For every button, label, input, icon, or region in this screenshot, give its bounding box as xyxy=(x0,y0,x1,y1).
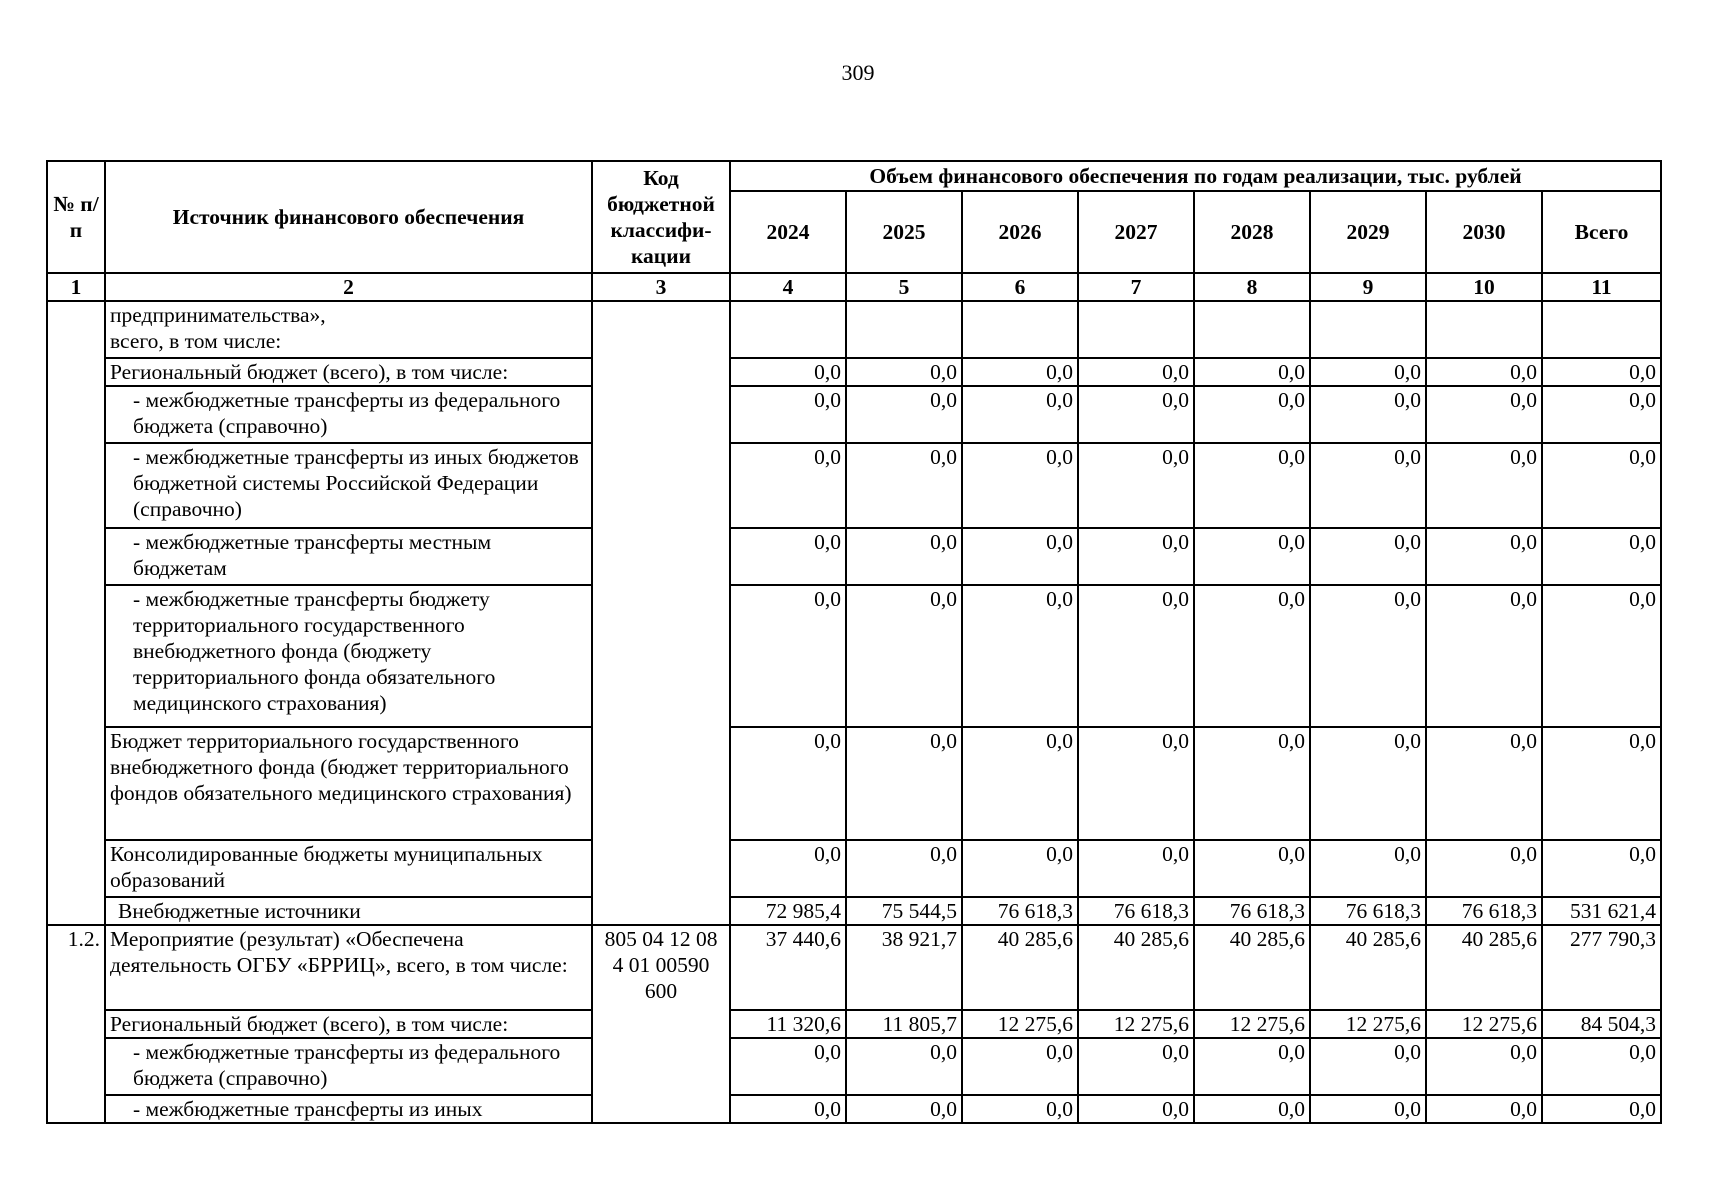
column-number: 1 xyxy=(47,273,105,301)
value-cell: 40 285,6 xyxy=(1310,925,1426,1010)
value-cell: 12 275,6 xyxy=(1426,1010,1542,1038)
value-cell: 84 504,3 xyxy=(1542,1010,1661,1038)
value-cell: 0,0 xyxy=(962,443,1078,528)
source-label: - межбюджетные трансферты из федерального бюджета (справочно) xyxy=(105,386,592,443)
value-cell: 12 275,6 xyxy=(1078,1010,1194,1038)
value-cell: 0,0 xyxy=(1542,1038,1661,1095)
value-cell: 11 320,6 xyxy=(730,1010,846,1038)
table-row xyxy=(47,840,1661,897)
column-number: 7 xyxy=(1078,273,1194,301)
value-cell: 0,0 xyxy=(730,386,846,443)
header-source: Источник финансового обеспечения xyxy=(105,161,592,273)
source-label: - межбюджетные трансферты из федерального бюджета (справочно) xyxy=(105,1038,592,1095)
value-cell: 0,0 xyxy=(1078,358,1194,386)
column-number: 11 xyxy=(1542,273,1661,301)
value-cell xyxy=(1310,301,1426,358)
value-cell: 0,0 xyxy=(1310,1095,1426,1123)
value-cell: 0,0 xyxy=(730,443,846,528)
value-cell: 0,0 xyxy=(846,358,962,386)
value-cell: 0,0 xyxy=(846,443,962,528)
value-cell: 0,0 xyxy=(1194,528,1310,585)
value-cell: 0,0 xyxy=(1310,386,1426,443)
value-cell xyxy=(1194,301,1310,358)
source-label: - межбюджетные трансферты из иных xyxy=(105,1095,592,1123)
value-cell: 37 440,6 xyxy=(730,925,846,1010)
value-cell: 0,0 xyxy=(1310,528,1426,585)
table-row xyxy=(47,925,1661,1010)
value-cell: 0,0 xyxy=(1194,585,1310,727)
table-row xyxy=(47,528,1661,585)
value-cell: 0,0 xyxy=(1310,1038,1426,1095)
value-cell: 0,0 xyxy=(846,528,962,585)
header-group-title: Объем финансового обеспечения по годам реализации, тыс. рублей xyxy=(730,161,1661,191)
table-row xyxy=(47,358,1661,386)
row-number-cell xyxy=(47,301,105,925)
table-row xyxy=(47,1010,1661,1038)
source-label: Консолидированные бюджеты муниципальных образований xyxy=(105,840,592,897)
value-cell: 0,0 xyxy=(1426,727,1542,840)
header-total: Всего xyxy=(1542,191,1661,273)
value-cell: 0,0 xyxy=(1078,1038,1194,1095)
table-row xyxy=(47,1038,1661,1095)
column-number: 5 xyxy=(846,273,962,301)
value-cell: 76 618,3 xyxy=(1426,897,1542,925)
column-number: 9 xyxy=(1310,273,1426,301)
source-label: - межбюджетные трансферты местным бюджетам xyxy=(105,528,592,585)
value-cell: 0,0 xyxy=(730,528,846,585)
value-cell xyxy=(1542,301,1661,358)
value-cell: 0,0 xyxy=(962,840,1078,897)
column-number: 10 xyxy=(1426,273,1542,301)
value-cell: 0,0 xyxy=(1078,443,1194,528)
value-cell: 0,0 xyxy=(1542,443,1661,528)
table-row xyxy=(47,1095,1661,1123)
header-no: № п/п xyxy=(47,161,105,273)
value-cell: 0,0 xyxy=(1542,1095,1661,1123)
value-cell xyxy=(846,301,962,358)
column-number: 3 xyxy=(592,273,730,301)
value-cell: 0,0 xyxy=(1078,1095,1194,1123)
value-cell: 0,0 xyxy=(1542,358,1661,386)
value-cell: 76 618,3 xyxy=(1194,897,1310,925)
value-cell: 0,0 xyxy=(1310,727,1426,840)
table-row xyxy=(47,727,1661,840)
value-cell: 0,0 xyxy=(962,1038,1078,1095)
source-label: Мероприятие (результат) «Обеспечена деятельность ОГБУ «БРРИЦ», всего, в том числе: xyxy=(105,925,592,1010)
table-row xyxy=(47,897,1661,925)
header-year: 2029 xyxy=(1310,191,1426,273)
header-code: Код бюджетной классифи-кации xyxy=(592,161,730,273)
table-row xyxy=(47,585,1661,727)
value-cell: 38 921,7 xyxy=(846,925,962,1010)
value-cell: 0,0 xyxy=(730,1095,846,1123)
value-cell: 0,0 xyxy=(1194,840,1310,897)
value-cell: 0,0 xyxy=(846,1095,962,1123)
value-cell: 0,0 xyxy=(1426,358,1542,386)
value-cell: 0,0 xyxy=(962,727,1078,840)
source-label: Внебюджетные источники xyxy=(105,897,592,925)
value-cell: 0,0 xyxy=(1194,443,1310,528)
value-cell: 0,0 xyxy=(1426,840,1542,897)
value-cell xyxy=(1426,301,1542,358)
value-cell: 0,0 xyxy=(846,727,962,840)
value-cell: 0,0 xyxy=(1194,727,1310,840)
table-row xyxy=(47,443,1661,528)
value-cell: 0,0 xyxy=(1310,840,1426,897)
value-cell: 0,0 xyxy=(1542,386,1661,443)
value-cell: 0,0 xyxy=(1194,1095,1310,1123)
value-cell: 0,0 xyxy=(1542,840,1661,897)
value-cell: 75 544,5 xyxy=(846,897,962,925)
value-cell: 12 275,6 xyxy=(962,1010,1078,1038)
value-cell: 40 285,6 xyxy=(1426,925,1542,1010)
value-cell: 12 275,6 xyxy=(1194,1010,1310,1038)
value-cell: 0,0 xyxy=(1542,585,1661,727)
value-cell: 0,0 xyxy=(730,727,846,840)
header-year: 2028 xyxy=(1194,191,1310,273)
value-cell: 0,0 xyxy=(962,585,1078,727)
column-number: 2 xyxy=(105,273,592,301)
value-cell: 0,0 xyxy=(962,386,1078,443)
value-cell: 76 618,3 xyxy=(962,897,1078,925)
value-cell: 531 621,4 xyxy=(1542,897,1661,925)
page-number: 309 xyxy=(841,60,875,85)
table-row xyxy=(47,301,1661,358)
value-cell: 0,0 xyxy=(730,358,846,386)
value-cell: 40 285,6 xyxy=(962,925,1078,1010)
value-cell: 72 985,4 xyxy=(730,897,846,925)
budget-code: 805 04 12 08 4 01 00590 600 xyxy=(592,925,730,1123)
value-cell: 0,0 xyxy=(962,358,1078,386)
value-cell: 0,0 xyxy=(846,840,962,897)
source-label: - межбюджетные трансферты из иных бюджетов бюджетной системы Российской Федерации (справочно) xyxy=(105,443,592,528)
header-year: 2030 xyxy=(1426,191,1542,273)
value-cell: 0,0 xyxy=(1194,358,1310,386)
value-cell: 0,0 xyxy=(1542,727,1661,840)
value-cell: 0,0 xyxy=(1310,358,1426,386)
value-cell xyxy=(962,301,1078,358)
value-cell: 0,0 xyxy=(1310,585,1426,727)
value-cell: 0,0 xyxy=(1194,386,1310,443)
value-cell: 0,0 xyxy=(1310,443,1426,528)
value-cell xyxy=(730,301,846,358)
value-cell: 0,0 xyxy=(730,840,846,897)
header-year: 2024 xyxy=(730,191,846,273)
value-cell: 0,0 xyxy=(1426,585,1542,727)
value-cell: 76 618,3 xyxy=(1310,897,1426,925)
value-cell: 0,0 xyxy=(1426,528,1542,585)
value-cell: 277 790,3 xyxy=(1542,925,1661,1010)
value-cell: 0,0 xyxy=(962,1095,1078,1123)
budget-code-cell xyxy=(592,301,730,925)
value-cell: 0,0 xyxy=(1542,528,1661,585)
value-cell: 0,0 xyxy=(962,528,1078,585)
value-cell: 0,0 xyxy=(846,585,962,727)
value-cell: 0,0 xyxy=(846,386,962,443)
table-row xyxy=(47,386,1661,443)
value-cell: 0,0 xyxy=(846,1038,962,1095)
value-cell: 0,0 xyxy=(1078,528,1194,585)
value-cell: 0,0 xyxy=(1078,840,1194,897)
value-cell: 0,0 xyxy=(1426,1095,1542,1123)
row-number: 1.2. xyxy=(47,925,105,1123)
financing-table xyxy=(46,160,1662,1124)
source-label: Региональный бюджет (всего), в том числе: xyxy=(105,358,592,386)
value-cell: 40 285,6 xyxy=(1078,925,1194,1010)
header-year: 2025 xyxy=(846,191,962,273)
value-cell: 0,0 xyxy=(1426,1038,1542,1095)
source-label: Бюджет территориального государственного внебюджетного фонда (бюджет территориального фондов обязательного медицинского страхования) xyxy=(105,727,592,840)
header-year: 2027 xyxy=(1078,191,1194,273)
column-number: 8 xyxy=(1194,273,1310,301)
source-label: - межбюджетные трансферты бюджету территориального государственного внебюджетного фонда (бюджету территориального фонда обязательного медицинского страхования) xyxy=(105,585,592,727)
value-cell: 0,0 xyxy=(1194,1038,1310,1095)
value-cell: 0,0 xyxy=(730,585,846,727)
source-label: предпринимательства», всего, в том числе: xyxy=(105,301,592,358)
value-cell xyxy=(1078,301,1194,358)
value-cell: 76 618,3 xyxy=(1078,897,1194,925)
header-year: 2026 xyxy=(962,191,1078,273)
value-cell: 11 805,7 xyxy=(846,1010,962,1038)
value-cell: 0,0 xyxy=(1426,386,1542,443)
value-cell: 0,0 xyxy=(1078,386,1194,443)
source-label: Региональный бюджет (всего), в том числе: xyxy=(105,1010,592,1038)
value-cell: 0,0 xyxy=(730,1038,846,1095)
column-number: 6 xyxy=(962,273,1078,301)
value-cell: 40 285,6 xyxy=(1194,925,1310,1010)
column-number: 4 xyxy=(730,273,846,301)
value-cell: 0,0 xyxy=(1426,443,1542,528)
value-cell: 0,0 xyxy=(1078,727,1194,840)
value-cell: 12 275,6 xyxy=(1310,1010,1426,1038)
value-cell: 0,0 xyxy=(1078,585,1194,727)
